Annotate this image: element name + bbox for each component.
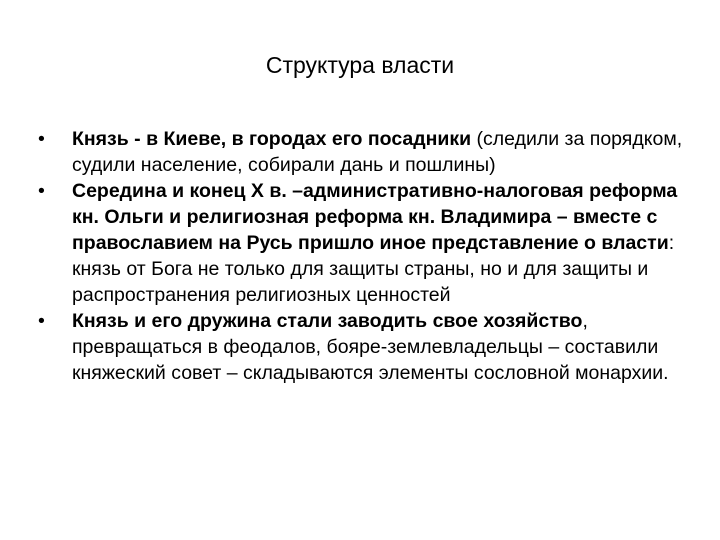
bullet-marker: • <box>38 128 45 150</box>
slide-title-text: Структура власти <box>265 52 455 78</box>
slide-title <box>0 52 720 79</box>
bullet-item-1-text: (следили за порядком, судили население, собирали дань и пошлины) <box>72 128 683 176</box>
bullet-marker: • <box>38 180 45 202</box>
bullet-item-2-bold: Середина и конец X в. –административно-налоговая реформа кн. Ольги и религиозная реформа кн. Владимира – вместе с православием на Русь пришло иное представление о власти <box>72 180 678 254</box>
bullet-item-2 <box>38 178 688 308</box>
bullet-item-2-text: : князь от Бога не только для защиты страны, но и для защиты и распространения религиозных ценностей <box>72 232 675 306</box>
bullet-item-3 <box>38 308 688 386</box>
bullet-item-3-text: , превращаться в феодалов, бояре-землевладельцы – составили княжеский совет – складываются элементы сословной монархии. <box>72 310 669 384</box>
slide-body <box>38 126 688 386</box>
bullet-marker: • <box>38 310 45 332</box>
bullet-item-1 <box>38 126 688 178</box>
bullet-item-3-bold: Князь и его дружина стали заводить свое хозяйство <box>72 310 583 332</box>
bullet-item-1-bold: Князь - в Киеве, в городах его посадники <box>72 128 472 150</box>
